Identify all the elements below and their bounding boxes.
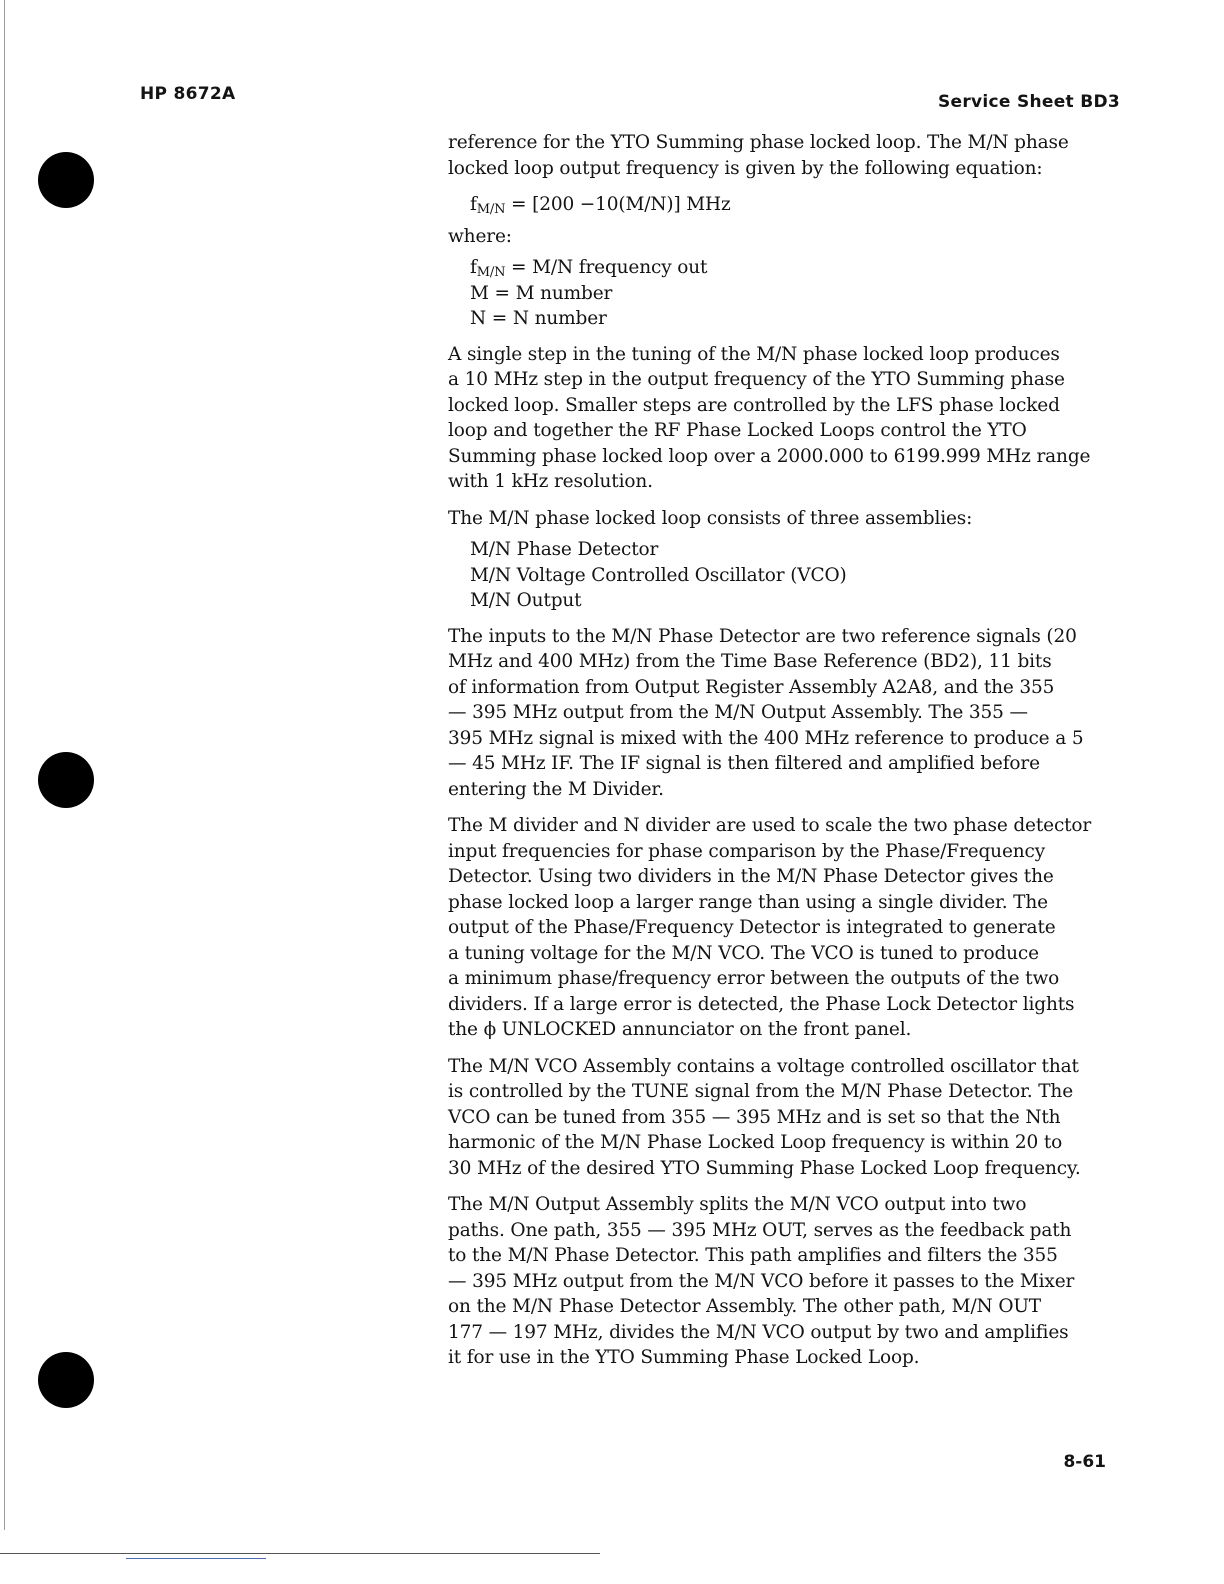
assembly-item: M/N Phase Detector — [470, 539, 659, 560]
bottom-edge-line — [0, 1553, 600, 1554]
frequency-equation — [470, 192, 1118, 218]
binder-hole-top — [38, 152, 94, 208]
text-line: is controlled by the TUNE signal from the M/N Phase Detector. The — [448, 1081, 1073, 1102]
text-line: VCO can be tuned from 355 — 395 MHz and is set so that the Nth — [448, 1106, 1061, 1128]
assembly-item: M/N Output — [470, 590, 582, 611]
text-line: The M/N Output Assembly splits the M/N VCO output into two — [448, 1194, 1027, 1215]
text-line: A single step in the tuning of the M/N phase locked loop produces — [448, 343, 1060, 365]
text-line: with 1 kHz resolution. — [448, 471, 653, 492]
paragraph-assemblies-intro — [448, 506, 1118, 532]
paragraph-phase-detector-inputs — [448, 624, 1118, 803]
assembly-item: M/N Voltage Controlled Oscillator (VCO) — [470, 564, 847, 586]
text-line: dividers. If a large error is detected, the Phase Lock Detector lights — [448, 993, 1075, 1015]
text-line: to the M/N Phase Detector. This path amplifies and filters the 355 — [448, 1245, 1058, 1266]
left-edge-line — [4, 0, 5, 1530]
binder-hole-bottom — [38, 1352, 94, 1408]
intro-paragraph — [448, 130, 1118, 181]
text-line: the ϕ UNLOCKED annunciator on the front panel. — [448, 1019, 912, 1040]
paragraph-output-assembly — [448, 1192, 1118, 1371]
assemblies-list — [470, 537, 1118, 614]
text-line: Summing phase locked loop over a 2000.000 to 6199.999 MHz range — [448, 445, 1091, 467]
definition-base: f — [470, 257, 477, 278]
paragraph-vco-assembly — [448, 1054, 1118, 1182]
where-label: where: — [448, 225, 512, 247]
text-line: phase locked loop a larger range than using a single divider. The — [448, 891, 1048, 913]
text-line: MHz and 400 MHz) from the Time Base Reference (BD2), 11 bits — [448, 651, 1052, 672]
text-line: locked loop output frequency is given by the following equation: — [448, 157, 1043, 179]
text-line: of information from Output Register Assembly A2A8, and the 355 — [448, 676, 1055, 698]
text-line: on the M/N Phase Detector Assembly. The other path, M/N OUT — [448, 1296, 1041, 1317]
definition-item: M = M number — [470, 282, 613, 304]
header-section-title: Service Sheet BD3 — [937, 92, 1120, 112]
text-line: input frequencies for phase comparison by the Phase/Frequency — [448, 840, 1046, 862]
text-line: paths. One path, 355 — 395 MHz OUT, serves as the feedback path — [448, 1219, 1072, 1241]
text-line: reference for the YTO Summing phase locked loop. The M/N phase — [448, 132, 1069, 153]
paragraph-dividers — [448, 813, 1118, 1043]
text-line: a minimum phase/frequency error between the outputs of the two — [448, 968, 1060, 989]
header-model: HP 8672A — [140, 84, 236, 104]
text-line: 177 — 197 MHz, divides the M/N VCO output by two and amplifies — [448, 1321, 1069, 1343]
text-line: Detector. Using two dividers in the M/N Phase Detector gives the — [448, 866, 1054, 887]
text-line: a tuning voltage for the M/N VCO. The VCO is tuned to produce — [448, 942, 1039, 964]
text-line: output of the Phase/Frequency Detector is integrated to generate — [448, 917, 1056, 938]
text-line: locked loop. Smaller steps are controlled by the LFS phase locked — [448, 394, 1060, 416]
equation-lhs-base: f — [470, 194, 477, 215]
text-line: — 395 MHz output from the M/N VCO before it passes to the Mixer — [448, 1270, 1075, 1292]
equation-lhs-sub: M/N — [476, 202, 506, 217]
definition-item — [470, 255, 1118, 281]
equation-rhs: = [200 −10(M/N)] MHz — [505, 194, 731, 215]
main-text-column — [448, 130, 1118, 1382]
page-number: 8-61 — [1063, 1452, 1106, 1472]
definition-rest: = M/N frequency out — [505, 257, 708, 278]
text-line: harmonic of the M/N Phase Locked Loop frequency is within 20 to — [448, 1132, 1063, 1153]
text-line: — 395 MHz output from the M/N Output Assembly. The 355 — — [448, 702, 1028, 723]
text-line: 395 MHz signal is mixed with the 400 MHz reference to produce a 5 — [448, 727, 1084, 749]
text-line: — 45 MHz IF. The IF signal is then filtered and amplified before — [448, 753, 1040, 774]
binder-hole-middle — [38, 752, 94, 808]
definition-item: N = N number — [470, 308, 607, 329]
definition-sub: M/N — [476, 265, 506, 280]
text-line: The M divider and N divider are used to scale the two phase detector — [448, 815, 1092, 836]
text-line: The inputs to the M/N Phase Detector are two reference signals (20 — [448, 625, 1077, 647]
text-line: a 10 MHz step in the output frequency of the YTO Summing phase — [448, 369, 1065, 390]
text-line: 30 MHz of the desired YTO Summing Phase Locked Loop frequency. — [448, 1157, 1081, 1179]
bottom-accent-line — [126, 1558, 266, 1559]
text-line: The M/N VCO Assembly contains a voltage controlled oscillator that — [448, 1055, 1079, 1077]
definitions-list — [470, 255, 1118, 332]
text-line: loop and together the RF Phase Locked Loops control the YTO — [448, 420, 1027, 441]
paragraph-tuning-step — [448, 342, 1118, 495]
text-line: entering the M Divider. — [448, 778, 664, 800]
text-line: it for use in the YTO Summing Phase Locked Loop. — [448, 1347, 920, 1368]
text-line: The M/N phase locked loop consists of three assemblies: — [448, 507, 973, 529]
